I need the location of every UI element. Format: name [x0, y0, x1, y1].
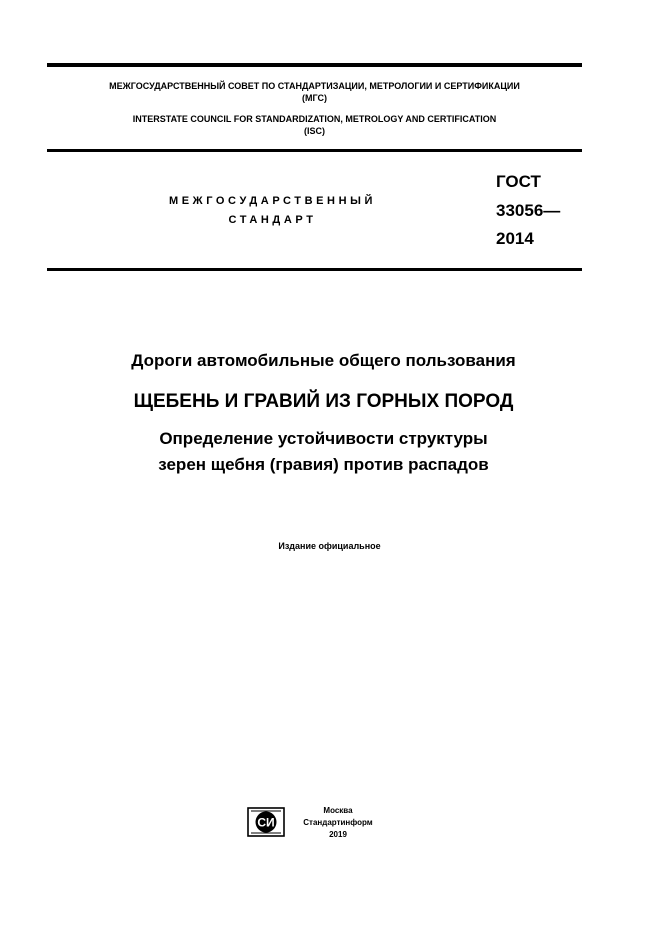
council-en-block [47, 113, 582, 137]
edition-label: Издание официальное [278, 541, 381, 551]
standartinform-logo-icon [247, 807, 285, 837]
logo-lettering: СИ [257, 815, 275, 830]
gost-label: ГОСТ [496, 172, 541, 191]
title-main: ЩЕБЕНЬ И ГРАВИЙ ИЗ ГОРНЫХ ПОРОД [133, 391, 514, 412]
title-subject-line2: зерен щебня (гравия) против распадов [158, 455, 489, 474]
middle-rule [47, 149, 582, 152]
publisher-city: Москва [323, 806, 353, 815]
bottom-rule [47, 268, 582, 271]
publisher-name: Стандартинформ [303, 818, 373, 827]
council-en-abbr: (ISC) [304, 126, 325, 136]
publisher-year: 2019 [329, 830, 347, 839]
council-ru-name: МЕЖГОСУДАРСТВЕННЫЙ СОВЕТ ПО СТАНДАРТИЗАЦИИ, МЕТРОЛОГИИ И СЕРТИФИКАЦИИ [109, 81, 520, 91]
top-rule [47, 63, 582, 67]
council-en-name: INTERSTATE COUNCIL FOR STANDARDIZATION, METROLOGY AND CERTIFICATION [132, 114, 497, 124]
title-subject-line1: Определение устойчивости структуры [159, 429, 488, 448]
council-ru-abbr: (МГС) [302, 93, 327, 103]
council-ru-block [47, 80, 582, 104]
standard-kind-line1: МЕЖГОСУДАРСТВЕННЫЙ [168, 195, 377, 207]
gost-year: 2014 [496, 229, 534, 248]
gost-number: 33056— [496, 201, 561, 220]
title-scope: Дороги автомобильные общего пользования [131, 351, 516, 370]
standard-kind-line2: СТАНДАРТ [228, 214, 317, 226]
